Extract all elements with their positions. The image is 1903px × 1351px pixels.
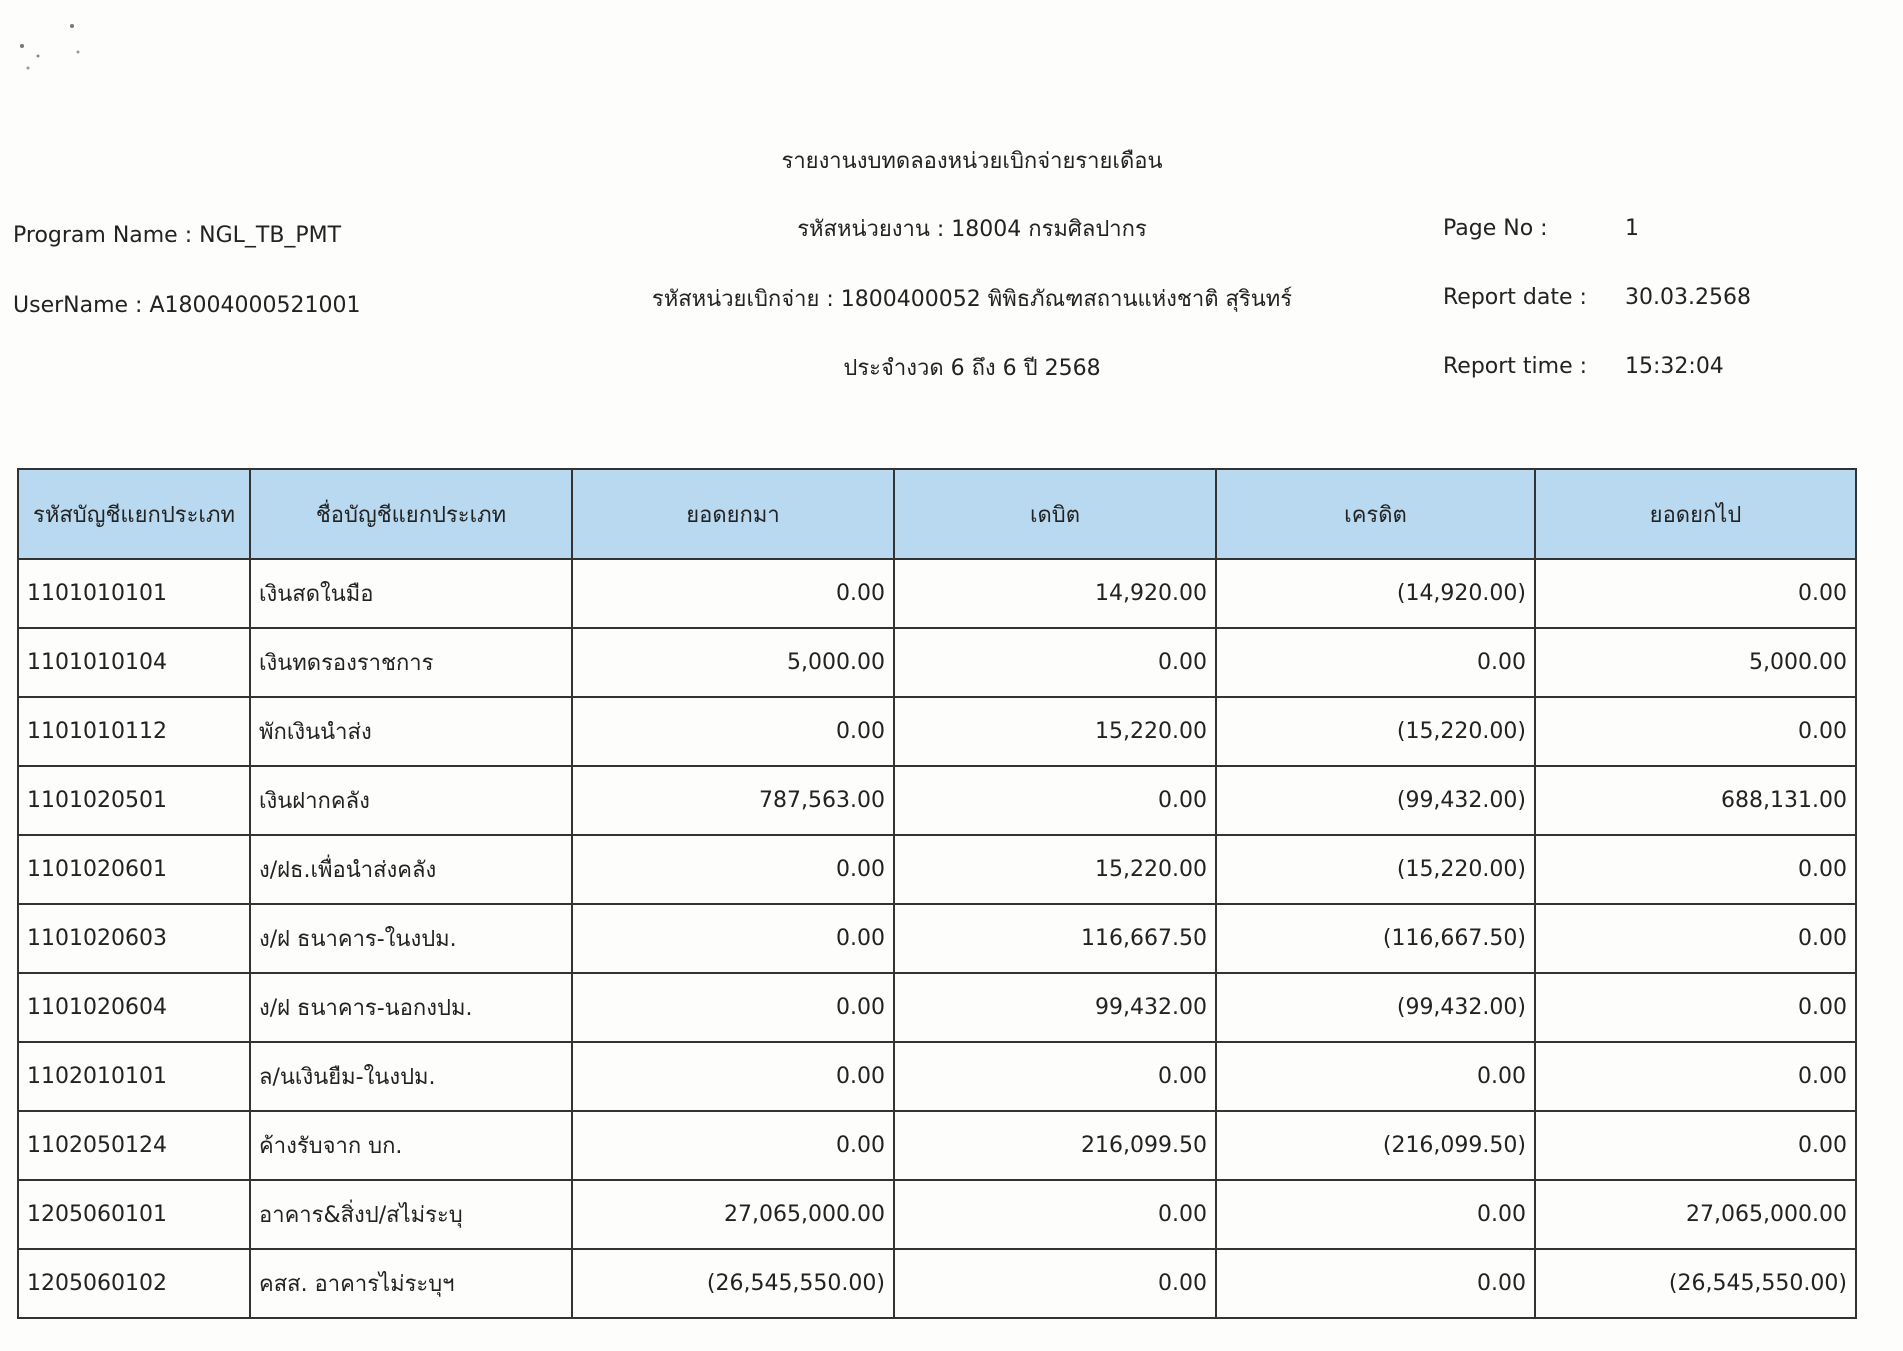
- account-code: 1101010104: [18, 628, 250, 697]
- table-row: [18, 628, 1856, 697]
- credit-value: (15,220.00): [1216, 835, 1535, 904]
- brought-forward-value: 0.00: [572, 904, 894, 973]
- brought-forward-value: (26,545,550.00): [572, 1249, 894, 1318]
- debit-value: 15,220.00: [894, 835, 1216, 904]
- report-date-value: 30.03.2568: [1625, 285, 1751, 310]
- credit-value: (99,432.00): [1216, 766, 1535, 835]
- trial-balance-table: [17, 468, 1857, 1319]
- brought-forward-value: 0.00: [572, 559, 894, 628]
- table-body: [18, 559, 1856, 1318]
- report-period: ประจำงวด 6 ถึง 6 ปี 2568: [843, 356, 1101, 381]
- table-row: [18, 766, 1856, 835]
- header-credit: เครดิต: [1216, 469, 1535, 559]
- disbursement-unit: รหัสหน่วยเบิกจ่าย : 1800400052 พิพิธภัณฑสถานแห่งชาติ สุรินทร์: [651, 287, 1293, 312]
- credit-value: (116,667.50): [1216, 904, 1535, 973]
- credit-value: 0.00: [1216, 1042, 1535, 1111]
- carried-forward-value: 0.00: [1535, 1111, 1856, 1180]
- table-row: [18, 559, 1856, 628]
- credit-value: (14,920.00): [1216, 559, 1535, 628]
- table-row: [18, 1111, 1856, 1180]
- credit-value: (15,220.00): [1216, 697, 1535, 766]
- brought-forward-value: 0.00: [572, 835, 894, 904]
- account-name: ง/ฝธ.เพื่อนำส่งคลัง: [250, 835, 572, 904]
- header-account-name: ชื่อบัญชีแยกประเภท: [250, 469, 572, 559]
- debit-value: 0.00: [894, 1042, 1216, 1111]
- table-row: [18, 904, 1856, 973]
- credit-value: 0.00: [1216, 1249, 1535, 1318]
- table-row: [18, 1249, 1856, 1318]
- account-code: 1101020601: [18, 835, 250, 904]
- account-code: 1101020501: [18, 766, 250, 835]
- report-time-value: 15:32:04: [1625, 354, 1724, 379]
- brought-forward-value: 0.00: [572, 697, 894, 766]
- debit-value: 99,432.00: [894, 973, 1216, 1042]
- debit-value: 216,099.50: [894, 1111, 1216, 1180]
- brought-forward-value: 787,563.00: [572, 766, 894, 835]
- account-name: ล/นเงินยืม-ในงปม.: [250, 1042, 572, 1111]
- table-row: [18, 1042, 1856, 1111]
- debit-value: 14,920.00: [894, 559, 1216, 628]
- carried-forward-value: 0.00: [1535, 559, 1856, 628]
- brought-forward-value: 0.00: [572, 1042, 894, 1111]
- account-name: เงินทดรองราชการ: [250, 628, 572, 697]
- account-name: อาคาร&สิ่งป/สไม่ระบุ: [250, 1180, 572, 1249]
- brought-forward-value: 5,000.00: [572, 628, 894, 697]
- account-code: 1101010101: [18, 559, 250, 628]
- account-code: 1205060102: [18, 1249, 250, 1318]
- report-title: รายงานงบทดลองหน่วยเบิกจ่ายรายเดือน: [781, 149, 1163, 174]
- account-name: ค้างรับจาก บก.: [250, 1111, 572, 1180]
- credit-value: 0.00: [1216, 628, 1535, 697]
- account-name: เงินฝากคลัง: [250, 766, 572, 835]
- account-name: ง/ฝ ธนาคาร-นอกงปม.: [250, 973, 572, 1042]
- account-code: 1101010112: [18, 697, 250, 766]
- table-row: [18, 835, 1856, 904]
- account-name: พักเงินนำส่ง: [250, 697, 572, 766]
- carried-forward-value: 5,000.00: [1535, 628, 1856, 697]
- carried-forward-value: 0.00: [1535, 904, 1856, 973]
- header-carried-forward: ยอดยกไป: [1535, 469, 1856, 559]
- credit-value: (216,099.50): [1216, 1111, 1535, 1180]
- table-row: [18, 697, 1856, 766]
- table-row: [18, 973, 1856, 1042]
- debit-value: 0.00: [894, 628, 1216, 697]
- carried-forward-value: 0.00: [1535, 697, 1856, 766]
- carried-forward-value: 0.00: [1535, 973, 1856, 1042]
- carried-forward-value: 0.00: [1535, 835, 1856, 904]
- program-name: Program Name : NGL_TB_PMT: [13, 223, 342, 248]
- carried-forward-value: (26,545,550.00): [1535, 1249, 1856, 1318]
- debit-value: 0.00: [894, 766, 1216, 835]
- debit-value: 0.00: [894, 1180, 1216, 1249]
- page-no-value: 1: [1625, 216, 1639, 241]
- scan-specks-decoration: [10, 18, 80, 78]
- agency-code: รหัสหน่วยงาน : 18004 กรมศิลปากร: [797, 217, 1147, 242]
- account-name: คสส. อาคารไม่ระบุฯ: [250, 1249, 572, 1318]
- table-row: [18, 1180, 1856, 1249]
- account-name: เงินสดในมือ: [250, 559, 572, 628]
- carried-forward-value: 27,065,000.00: [1535, 1180, 1856, 1249]
- carried-forward-value: 0.00: [1535, 1042, 1856, 1111]
- credit-value: (99,432.00): [1216, 973, 1535, 1042]
- carried-forward-value: 688,131.00: [1535, 766, 1856, 835]
- header-account-code: รหัสบัญชีแยกประเภท: [18, 469, 250, 559]
- report-time-label: Report time :: [1443, 354, 1588, 379]
- brought-forward-value: 0.00: [572, 973, 894, 1042]
- brought-forward-value: 0.00: [572, 1111, 894, 1180]
- page-no-label: Page No :: [1443, 216, 1548, 241]
- account-code: 1205060101: [18, 1180, 250, 1249]
- table-header-row: [18, 469, 1856, 559]
- header-debit: เดบิต: [894, 469, 1216, 559]
- brought-forward-value: 27,065,000.00: [572, 1180, 894, 1249]
- account-name: ง/ฝ ธนาคาร-ในงปม.: [250, 904, 572, 973]
- account-code: 1101020603: [18, 904, 250, 973]
- credit-value: 0.00: [1216, 1180, 1535, 1249]
- debit-value: 0.00: [894, 1249, 1216, 1318]
- report-date-label: Report date :: [1443, 285, 1587, 310]
- header-brought-forward: ยอดยกมา: [572, 469, 894, 559]
- account-code: 1102010101: [18, 1042, 250, 1111]
- user-name: UserName : A18004000521001: [13, 293, 361, 318]
- debit-value: 116,667.50: [894, 904, 1216, 973]
- account-code: 1102050124: [18, 1111, 250, 1180]
- debit-value: 15,220.00: [894, 697, 1216, 766]
- account-code: 1101020604: [18, 973, 250, 1042]
